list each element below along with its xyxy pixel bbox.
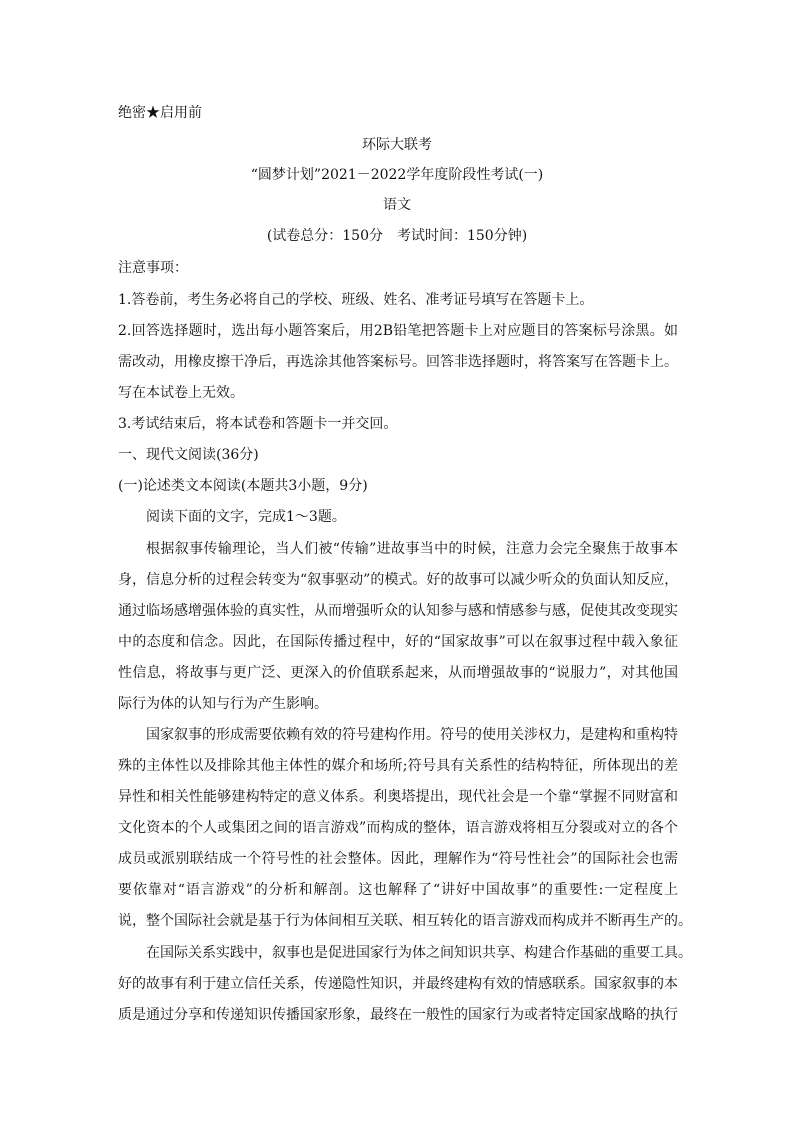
passage-line: 通过临场感增强体验的真实性，从而增强听众的认知参与感和情感参与感，促使其改变现实 bbox=[118, 603, 678, 619]
passage-line: 要依靠对“语言游戏”的分析和解剖。这也解释了“讲好中国故事”的重要性:一定程度上 bbox=[118, 882, 678, 898]
subject-title: 语文 bbox=[383, 197, 411, 213]
passage-line: 国家叙事的形成需要依赖有效的符号建构作用。符号的使用关涉权力，是建构和重构特 bbox=[146, 727, 678, 743]
passage-line: 在国际关系实践中，叙事也是促进国家行为体之间知识共享、构建合作基础的重要工具。 bbox=[146, 945, 692, 961]
passage-line: 际行为体的认知与行为产生影响。 bbox=[118, 696, 328, 712]
passage-line: 殊的主体性以及排除其他主体性的媒介和场所;符号具有关系性的结构特征，所体现出的差 bbox=[118, 758, 678, 774]
passage-line: 身，信息分析的过程会转变为“叙事驱动”的模式。好的故事可以减少听众的负面认知反应， bbox=[118, 572, 679, 588]
passage-line: 质是通过分享和传递知识传播国家形象，最终在一般性的国家行为或者特定国家战略的执行 bbox=[118, 1007, 678, 1023]
passage-line: 中的态度和信念。因此，在国际传播过程中，好的“国家故事”可以在叙事过程中载入象征 bbox=[118, 634, 678, 650]
notice-item-2-end: 写在本试卷上无效。 bbox=[118, 385, 244, 401]
notice-title: 注意事项： bbox=[118, 260, 188, 276]
passage-line: 说，整个国际社会就是基于行为体间相互关联、相互转化的语言游戏而构成并不断再生产的。 bbox=[118, 913, 692, 929]
notice-item-2-cont: 需改动，用橡皮擦干净后，再选涂其他答案标号。回答非选择题时，将答案写在答题卡上。 bbox=[118, 354, 678, 370]
passage-line: 成员或派别联结成一个符号性的社会整体。因此，理解作为“符号性社会”的国际社会也需 bbox=[118, 851, 678, 867]
reading-instruction: 阅读下面的文字，完成1～3题。 bbox=[146, 509, 346, 525]
passage-line: 根据叙事传输理论，当人们被“传输”进故事当中的时候，注意力会完全聚焦于故事本 bbox=[146, 541, 678, 557]
notice-item-3: 3.考试结束后，将本试卷和答题卡一并交回。 bbox=[118, 416, 398, 432]
section-subtitle: (一)论述类文本阅读(本题共3小题，9分) bbox=[118, 478, 368, 494]
passage-line: 好的故事有利于建立信任关系，传递隐性知识，并最终建构有效的情感联系。国家叙事的本 bbox=[118, 976, 678, 992]
notice-item-2: 2.回答选择题时，选出每小题答案后，用2B铅笔把答题卡上对应题目的答案标号涂黑。如 bbox=[118, 323, 678, 339]
notice-item-1: 1.答卷前，考生务必将自己的学校、班级、姓名、准考证号填写在答题卡上。 bbox=[118, 292, 594, 308]
exam-organizer: 环际大联考 bbox=[362, 137, 432, 153]
exam-title: “圆梦计划”2021－2022学年度阶段性考试(一) bbox=[250, 167, 544, 183]
passage-line: 性信息，将故事与更广泛、更深入的价值联系起来，从而增强故事的“说服力”，对其他国 bbox=[118, 665, 678, 681]
passage-line: 异性和相关性能够建构特定的意义体系。利奥塔提出，现代社会是一个靠“掌握不同财富和 bbox=[118, 789, 678, 805]
confidential-label: 绝密★启用前 bbox=[118, 105, 202, 121]
section-title: 一、现代文阅读(36分) bbox=[118, 447, 259, 463]
exam-info: (试卷总分：150分 考试时间：150分钟) bbox=[266, 228, 528, 244]
passage-line: 文化资本的个人或集团之间的语言游戏”而构成的整体，语言游戏将相互分裂或对立的各个 bbox=[118, 820, 678, 836]
